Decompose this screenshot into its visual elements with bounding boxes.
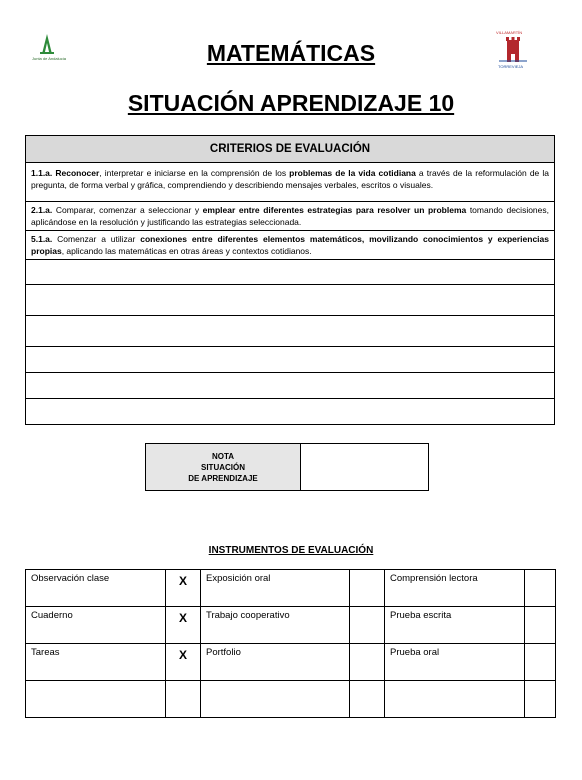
criterion-text-segment: Comenzar a utilizar xyxy=(57,234,141,244)
instrument-check-cell[interactable] xyxy=(525,570,556,607)
instrument-name-cell xyxy=(385,681,525,718)
instrument-name-cell: Exposición oral xyxy=(201,570,350,607)
instrument-check-cell[interactable] xyxy=(350,681,385,718)
instrument-name-cell: Comprensión lectora xyxy=(385,570,525,607)
criteria-table xyxy=(25,135,555,425)
instrument-check-cell[interactable] xyxy=(350,607,385,644)
instrument-check-cell[interactable]: X xyxy=(166,644,201,681)
instruments-row xyxy=(26,570,556,607)
left-logo-caption: Junta de Andalucía xyxy=(32,56,67,61)
instruments-row xyxy=(26,607,556,644)
instrument-name-cell: Observación clase xyxy=(26,570,166,607)
criterion-text-segment: , aplicando las matemáticas en otras áreas y contextos cotidianos. xyxy=(61,246,312,256)
situation-title: SITUACIÓN APRENDIZAJE 10 xyxy=(127,90,455,116)
instrument-name-cell: Prueba oral xyxy=(385,644,525,681)
right-logo-caption-top: VILLAMARTÍN xyxy=(496,30,523,35)
instrument-name-cell: Trabajo cooperativo xyxy=(201,607,350,644)
instrument-check-cell[interactable] xyxy=(525,607,556,644)
instrument-check-cell[interactable]: X xyxy=(166,570,201,607)
instrument-name-cell xyxy=(201,681,350,718)
criteria-empty-row[interactable] xyxy=(26,373,555,399)
criterion-text-segment: problemas de la vida cotidiana xyxy=(289,168,416,178)
criterion-text-segment: emplear entre diferentes estrategias para resolver un problema xyxy=(202,205,467,215)
nota-label-line: DE APRENDIZAJE xyxy=(188,473,258,483)
instrument-check-cell[interactable]: X xyxy=(166,607,201,644)
instruments-row xyxy=(26,681,556,718)
nota-label xyxy=(146,444,301,491)
instrument-name-cell: Portfolio xyxy=(201,644,350,681)
nota-label-line: NOTA xyxy=(211,451,235,461)
criterion-text-segment: 5.1.a. xyxy=(31,234,58,244)
nota-table xyxy=(145,443,429,491)
instrument-check-cell[interactable] xyxy=(525,644,556,681)
instrument-name-cell xyxy=(26,681,166,718)
nota-label-line: SITUACIÓN xyxy=(201,462,245,472)
instruments-row xyxy=(26,644,556,681)
criterion-1-1-a xyxy=(26,163,555,202)
instrument-name-cell: Tareas xyxy=(26,644,166,681)
criterion-text-segment: Reconocer xyxy=(55,168,100,178)
instruments-title: INSTRUMENTOS DE EVALUACIÓN xyxy=(208,545,374,556)
instrument-check-cell[interactable] xyxy=(350,644,385,681)
criterion-text-segment: tomando decisiones, aplicándose en la resolución y justificando las estrategias seleccionada. xyxy=(31,205,549,227)
criterion-text-segment: 2.1.a. xyxy=(31,205,56,215)
criteria-empty-row[interactable] xyxy=(26,399,555,425)
instrument-check-cell[interactable] xyxy=(166,681,201,718)
criterion-text-segment: 1.1.a. xyxy=(31,168,56,178)
criteria-empty-row[interactable] xyxy=(26,316,555,347)
criterion-2-1-a xyxy=(26,202,555,231)
instrument-name-cell: Cuaderno xyxy=(26,607,166,644)
criteria-empty-row[interactable] xyxy=(26,260,555,285)
criterion-text-segment: , interpretar e iniciarse en la comprensión de los xyxy=(99,168,290,178)
instrument-check-cell[interactable] xyxy=(350,570,385,607)
criteria-empty-row[interactable] xyxy=(26,285,555,316)
right-logo-caption-bottom: TORREVIEJA xyxy=(498,64,524,69)
criterion-text-segment: a través de la reformulación de la pregunta, de forma verbal y gráfica, comprendiendo y describiendo mensajes verbales, escritos o visuales. xyxy=(31,168,549,190)
criterion-5-1-a xyxy=(26,231,555,260)
instruments-table xyxy=(25,569,556,718)
instrument-check-cell[interactable] xyxy=(525,681,556,718)
criterion-text-segment: Comparar, comenzar a seleccionar y xyxy=(55,205,203,215)
nota-value-cell[interactable] xyxy=(301,444,429,491)
subject-title: MATEMÁTICAS xyxy=(206,40,376,66)
criterion-text-segment: conexiones entre diferentes elementos matemáticos, movilizando conocimientos y experiencias propias xyxy=(31,234,549,256)
criteria-header: CRITERIOS DE EVALUACIÓN xyxy=(26,136,555,163)
instrument-name-cell: Prueba escrita xyxy=(385,607,525,644)
criteria-empty-row[interactable] xyxy=(26,347,555,373)
